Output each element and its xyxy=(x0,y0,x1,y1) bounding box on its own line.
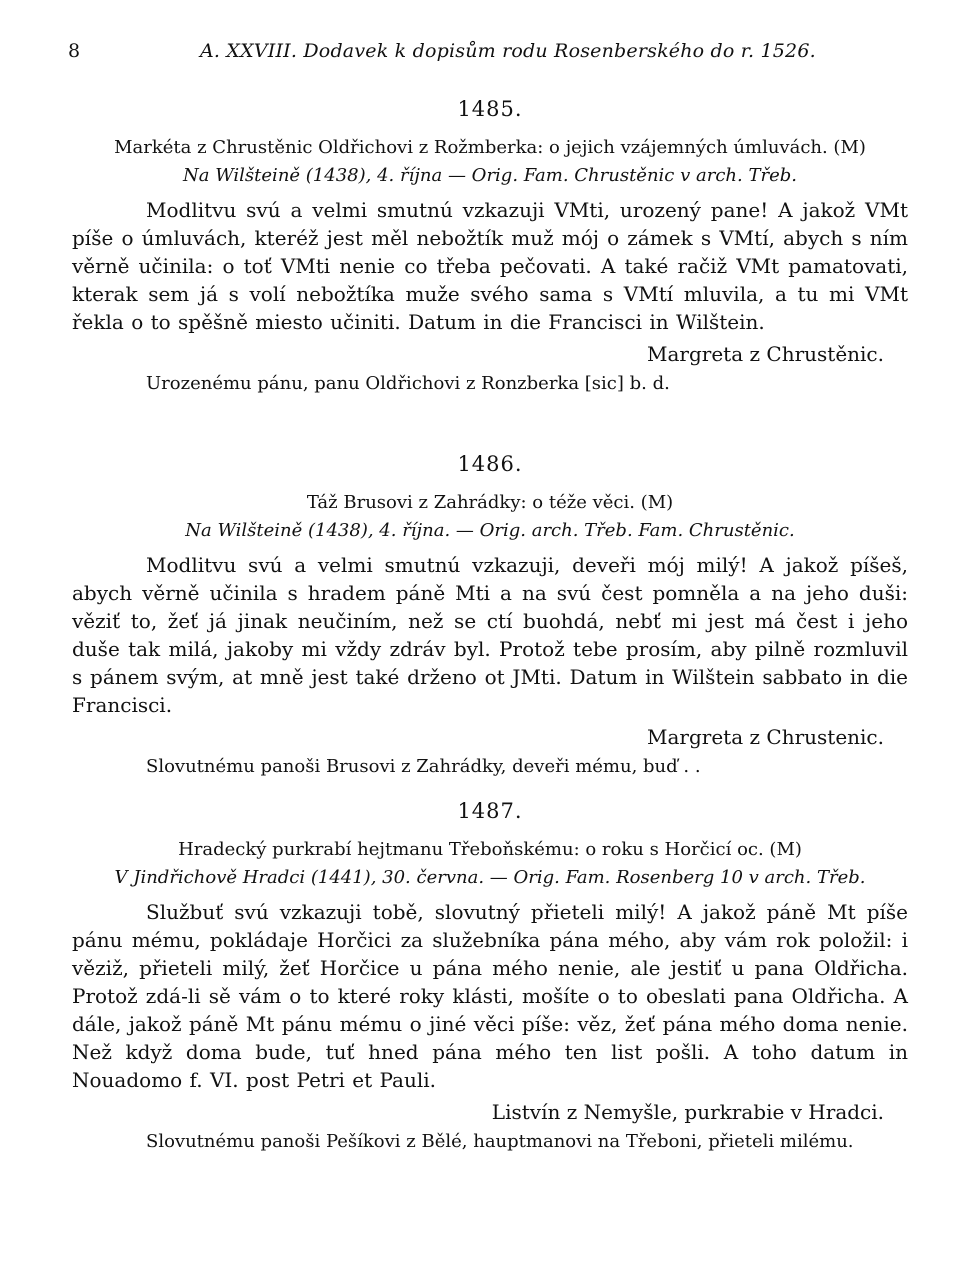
entry-regest: Hradecký purkrabí hejtmanu Třeboňskému: o roku s Horčicí oc. (M) xyxy=(178,839,802,860)
entry-source-note: Na Wilšteině (1438), 4. října — Orig. Fam. Chrustěnic v arch. Třeb. xyxy=(183,165,797,186)
entry-number: 1487. xyxy=(457,799,523,823)
letter-body: Modlitvu svú a velmi smutnú vzkazuji VMti, urozený pane! A jakož VMt píše o úmluvách, kteréž jest měl nebožtík muž mój o zámek s VMtí, abych s ním věrně učinila: o toť VMti nenie co třeba pečovati. A také račiž VMt pamatovati, kterak sem já s volí nebožtíka muže svého sama s VMtí mluvila, a tu mi VMt řekla o to spěšně miesto učiniti. Datum in die Francisci in Wilštein. xyxy=(72,198,908,334)
letter-address: Urozenému pánu, panu Oldřichovi z Ronzberka [sic] b. d. xyxy=(146,373,670,394)
entry-source-note: V Jindřichově Hradci (1441), 30. června. — Orig. Fam. Rosenberg 10 v arch. Třeb. xyxy=(114,867,866,888)
document-page xyxy=(68,0,908,1280)
entry-regest: Markéta z Chrustěnic Oldřichovi z Rožmberka: o jejich vzájemných úmluvách. (M) xyxy=(114,137,866,158)
letter-entry-1485 xyxy=(72,94,908,398)
letter-body: Službuť svú vzkazuji tobě, slovutný přieteli milý! A jakož páně Mt píše pánu mému, pokládaje Horčici za služebníka pána mého, aby vám rok položil: i věziž, přieteli milý, žeť Horčice u pána mého nenie, ale jestiť u pana Oldřicha. Protož zdá-li sě vám o to které roky klásti, mošíte o to obeslati pana Oldřicha. A dále, jakož páně Mt pánu mému o jiné věci píše: věz, žeť pána mého doma nenie. Než když doma bude, tuť hned pána mého ten list pošli. A toho datum in Nouadomo f. VI. post Petri et Pauli. xyxy=(72,900,908,1092)
entry-number: 1486. xyxy=(457,452,523,476)
entry-regest: Táž Brusovi z Zahrádky: o téže věci. (M) xyxy=(306,492,674,513)
running-head xyxy=(68,40,908,70)
letter-body: Modlitvu svú a velmi smutnú vzkazuji, deveři mój milý! A jakož píšeš, abych věrně učinila s hradem páně Mti a na svú čest pomněla a na jeho duši: věziť to, žeť já jinak neučiním, než se ctí buohdá, nebť mi jest má čest i jeho duše tak milá, jakoby mi vždy zdráv byl. Protož tebe prosím, aby pilně rozmluvil s pánem svým, at mně jest také drženo ot JMti. Datum in Wilštein sabbato in die Francisci. xyxy=(72,553,908,717)
letter-signature: Listvín z Nemyšle, purkrabie v Hradci. xyxy=(491,1100,884,1124)
running-title: A. XXVIII. Dodavek k dopisům rodu Rosenberského do r. 1526. xyxy=(200,40,816,62)
letter-address: Slovutnému panoši Brusovi z Zahrádky, deveři mému, buď . . xyxy=(146,756,701,777)
letter-entry-1487 xyxy=(72,796,908,1156)
letter-entry-1486 xyxy=(72,449,908,781)
page-number: 8 xyxy=(68,40,81,62)
letter-signature: Margreta z Chrustěnic. xyxy=(647,342,884,366)
letter-address: Slovutnému panoši Pešíkovi z Bělé, hauptmanovi na Třeboni, přieteli milému. xyxy=(146,1131,854,1152)
entry-source-note: Na Wilšteině (1438), 4. října. — Orig. arch. Třeb. Fam. Chrustěnic. xyxy=(185,520,795,541)
letter-signature: Margreta z Chrustenic. xyxy=(647,725,884,749)
entry-number: 1485. xyxy=(457,97,523,121)
